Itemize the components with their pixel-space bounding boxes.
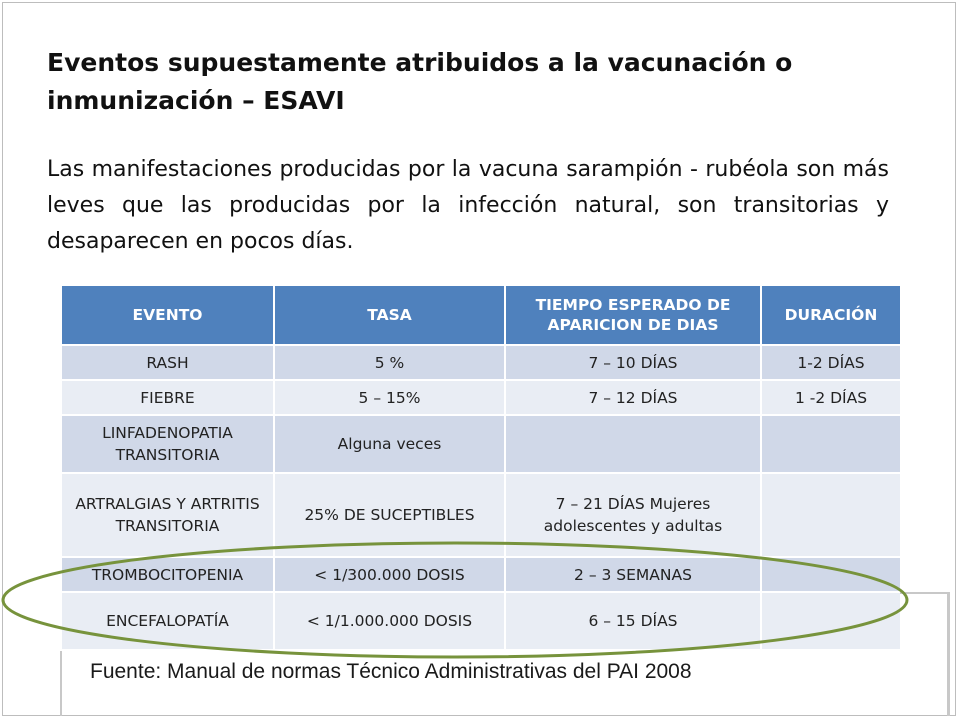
table-row bbox=[61, 473, 900, 557]
cell-evento: RASH bbox=[61, 345, 274, 380]
cell-duracion bbox=[761, 415, 900, 473]
cell-evento: ENCEFALOPATÍA bbox=[61, 592, 274, 650]
table-row bbox=[61, 415, 900, 473]
esavi-table bbox=[60, 284, 900, 651]
cell-duracion bbox=[761, 473, 900, 557]
table-row bbox=[61, 592, 900, 650]
table-row bbox=[61, 380, 900, 415]
cell-duracion: 1 -2 DÍAS bbox=[761, 380, 900, 415]
header-tiempo: TIEMPO ESPERADO DE APARICION DE DIAS bbox=[505, 285, 761, 345]
table-header-row bbox=[61, 285, 900, 345]
cell-tasa: < 1/300.000 DOSIS bbox=[274, 557, 505, 592]
cell-tiempo bbox=[505, 415, 761, 473]
esavi-table-image bbox=[60, 284, 900, 652]
cell-tiempo: 7 – 21 DÍAS Mujeres adolescentes y adultas bbox=[505, 473, 761, 557]
cell-duracion bbox=[761, 557, 900, 592]
cell-tasa: 5 % bbox=[274, 345, 505, 380]
cell-tasa: 25% DE SUCEPTIBLES bbox=[274, 473, 505, 557]
header-evento: EVENTO bbox=[61, 285, 274, 345]
cell-tiempo: 2 – 3 SEMANAS bbox=[505, 557, 761, 592]
cell-duracion: 1-2 DÍAS bbox=[761, 345, 900, 380]
cell-tiempo: 6 – 15 DÍAS bbox=[505, 592, 761, 650]
cell-tiempo: 7 – 12 DÍAS bbox=[505, 380, 761, 415]
cell-evento: FIEBRE bbox=[61, 380, 274, 415]
cell-evento: TROMBOCITOPENIA bbox=[61, 557, 274, 592]
cell-evento: ARTRALGIAS Y ARTRITIS TRANSITORIA bbox=[61, 473, 274, 557]
header-tasa: TASA bbox=[274, 285, 505, 345]
slide-title: Eventos supuestamente atribuidos a la vacunación o inmunización – ESAVI bbox=[47, 48, 793, 115]
cell-evento: LINFADENOPATIA TRANSITORIA bbox=[61, 415, 274, 473]
cell-tiempo: 7 – 10 DÍAS bbox=[505, 345, 761, 380]
cell-tasa: Alguna veces bbox=[274, 415, 505, 473]
header-duracion: DURACIÓN bbox=[761, 285, 900, 345]
cell-tasa: 5 – 15% bbox=[274, 380, 505, 415]
table-row bbox=[61, 345, 900, 380]
cell-duracion bbox=[761, 592, 900, 650]
table-row bbox=[61, 557, 900, 592]
cell-tasa: < 1/1.000.000 DOSIS bbox=[274, 592, 505, 650]
source-caption: Fuente: Manual de normas Técnico Administrativas del PAI 2008 bbox=[90, 660, 692, 683]
slide-body-text: Las manifestaciones producidas por la vacuna sarampión - rubéola son más leves que las producidas por la infección natural, son transitorias y desaparecen en pocos días. bbox=[47, 157, 889, 254]
